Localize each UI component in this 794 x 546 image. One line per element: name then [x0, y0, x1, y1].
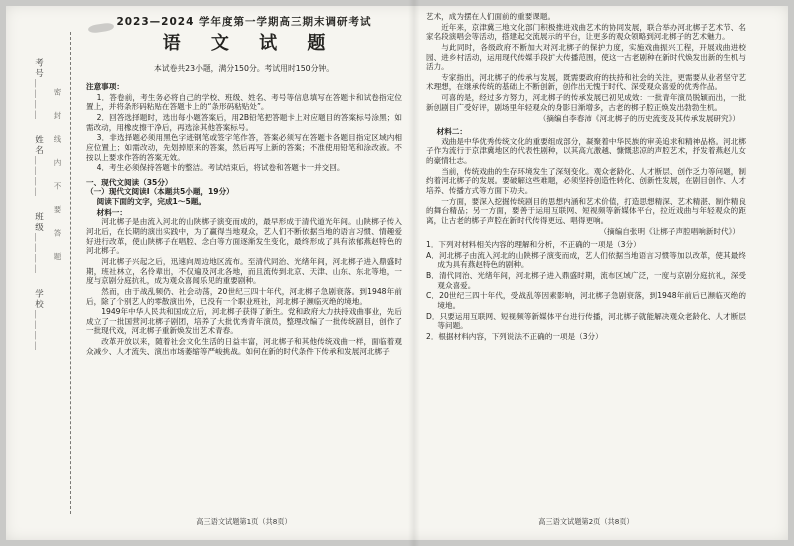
page-1-footer: 高三语文试题第1页（共8页）	[196, 516, 292, 526]
body-paragraph: 河北梆子是由流入河北的山陕梆子演变而成的，最早形成于清代道光年间。山陕梆子传入河北后，在长期的演出实践中，为了赢得当地观众，艺人们不断依据当地的语言习惯、情趣爱好进行改革，使山陕梆子在唱腔、念白等方面逐渐发生变化，最终形成了具有浓郁燕赵特色的河北梆子。	[86, 217, 402, 256]
question-block	[426, 240, 746, 341]
continuation-paragraph: 艺术，成为摆在人们面前的重要课题。	[426, 12, 556, 21]
note-item: 3．非选择题必须用黑色字迹钢笔或签字笔作答，答案必须写在答题卡各题目指定区域内相应位置上；如需改动，先划掉原来的答案，然后再写上新的答案；不准使用铅笔和涂改液。不按以上要求作答的答案无效。	[86, 133, 402, 162]
body-paragraph: 改革开放以来，随着社会文化生活的日益丰富，河北梆子和其他传统戏曲一样，面临着观众减少、人才流失、演出市场萎缩等严峻挑战。如何在新的时代条件下传承和发展河北梆子	[86, 337, 402, 356]
paper-title: 语 文 试 题	[162, 33, 338, 55]
note-item: 1．答卷前，考生务必将自己的学校、班级、姓名、考号等信息填写在答题卡和试卷指定位置上，并将条形码粘贴在答题卡上的“条形码粘贴处”。	[86, 92, 402, 112]
note-item: 4．考生必须保持答题卡的整洁。考试结束后，将试卷和答题卡一并交回。	[96, 163, 345, 173]
material-1-body-continued	[426, 23, 746, 113]
reading-instruction: 阅读下面的文字，完成1～5题。	[96, 197, 206, 207]
question-line: A．河北梆子由流入河北的山陕梆子演变而成，艺人们依据当地语言习惯等加以改革，使其最终成为具有燕赵特色的剧种。	[426, 250, 746, 270]
exam-page-2	[426, 12, 746, 534]
notes-list	[86, 93, 402, 173]
body-paragraph: 河北梆子兴起之后，迅速向周边地区流布。至清代同治、光绪年间，河北梆子进入鼎盛时期，班社林立，名伶辈出，不仅遍及河北各地，而且流传到北京、天津、山东、东北等地，一度与京剧分庭抗礼，成为观众喜闻乐见的重要剧种。	[86, 256, 402, 286]
binding-field: 考号＿＿＿＿	[33, 58, 44, 121]
question-line: B．清代同治、光绪年间，河北梆子进入鼎盛时期，流布区域广泛，一度与京剧分庭抗礼，深受观众喜爱。	[426, 271, 746, 290]
body-paragraph: 一方面，要深入挖掘传统剧目的思想内涵和艺术价值，打造思想精深、艺术精湛、制作精良的舞台精品；另一方面，要善于运用互联网、短视频等新媒体平台，拉近戏曲与年轻观众的距离，让古老的梆子声腔在新时代传得更远、唱得更响。	[426, 196, 746, 225]
body-paragraph: 可喜的是，经过多方努力，河北梆子的传承发展已初见成效：一批青年演员脱颖而出，一批新创剧目广受好评，剧场里年轻观众的身影日渐增多，古老的梆子腔正焕发出勃勃生机。	[426, 93, 746, 112]
material-1-body	[86, 217, 402, 356]
subsection-heading: （一）现代文阅读Ⅰ（本题共5小题，19分）	[86, 187, 234, 197]
question-line: D．只要运用互联网、短视频等新媒体平台进行传播，河北梆子就能解决观众老龄化、人才断层等问题。	[426, 311, 746, 331]
body-paragraph: 戏曲是中华优秀传统文化的重要组成部分，凝聚着中华民族的审美追求和精神品格。河北梆子作为流行于京津冀地区的代表性剧种，以其高亢激越、慷慨悲凉的声腔艺术，抒发着燕赵儿女的豪情壮志。	[426, 136, 746, 165]
binding-dashed-line	[70, 32, 71, 514]
material-2-body	[426, 137, 746, 226]
body-paragraph: 1949年中华人民共和国成立后，河北梆子获得了新生。党和政府大力扶持戏曲事业，先后成立了一批国营河北梆子剧团，培养了大批优秀青年演员，整理改编了一批传统剧目，创作了一批现代戏，河北梆子重新焕发出艺术青春。	[86, 307, 402, 336]
body-paragraph: 与此同时，各级政府不断加大对河北梆子的保护力度，实施戏曲振兴工程，开展戏曲进校园、进乡村活动，运用现代传媒手段扩大传播范围，使这一古老剧种在新时代焕发出新的生机与活力。	[426, 42, 746, 72]
material-1-label: 材料一：	[96, 207, 127, 217]
binding-field: 学校＿＿＿＿	[33, 289, 44, 352]
exam-page-1	[86, 12, 402, 534]
body-paragraph: 近年来，京津冀三地文化部门积极推进戏曲艺术的协同发展，联合举办河北梆子艺术节、名家名段演唱会等活动，搭建起交流展示的平台，让更多的观众领略到河北梆子的艺术魅力。	[426, 22, 746, 42]
body-paragraph: 专家指出，河北梆子的传承与发展，既需要政府的扶持和社会的关注，更需要从业者坚守艺术理想，在继承传统的基础上不断创新，创作出无愧于时代、深受观众喜爱的优秀作品。	[426, 72, 746, 92]
binding-field: 班级＿＿＿＿	[33, 212, 44, 275]
paper-info: 本试卷共23小题，满分150分。考试用时150分钟。	[153, 64, 335, 74]
body-paragraph: 然而，由于战乱频仍、社会动荡，20世纪三四十年代，河北梆子急剧衰落。到1948年前后，除了个别艺人的零散演出外，已没有一个职业班社，河北梆子濒临灭绝的境地。	[86, 286, 402, 306]
notes-heading: 注意事项：	[86, 82, 124, 92]
question-line: C．20世纪三四十年代，受战乱等因素影响，河北梆子急剧衰落，到1948年前后已濒临灭绝的境地。	[426, 291, 746, 310]
question-line: 1．下列对材料相关内容的理解和分析，不正确的一项是（3分）	[426, 240, 641, 250]
binding-field: 姓名＿＿＿＿	[33, 135, 44, 198]
body-paragraph: 当前，传统戏曲的生存环境发生了深刻变化。观众老龄化、人才断层、创作乏力等问题，制约着河北梆子的发展。要破解这些难题，必须坚持创造性转化、创新性发展，在剧目创作、人才培养、传播方式等方面下功夫。	[426, 166, 746, 195]
material-2-label: 材料二：	[436, 127, 467, 137]
exam-session-title: 2023—2024 学年度第一学期高三期末调研考试	[116, 16, 372, 28]
section-heading: 一、现代文阅读（35分）	[86, 177, 173, 187]
material-2-source: （摘编自张明《让梆子声腔唱响新时代》）	[599, 227, 740, 237]
page-fold	[408, 0, 420, 546]
binding-note: 密封线内不要答题	[53, 88, 62, 276]
binding-fields	[34, 58, 43, 488]
note-item: 2．回答选择题时，选出每小题答案后，用2B铅笔把答题卡上对应题目的答案标号涂黑；如需改动，用橡皮擦干净后，再选涂其他答案标号。	[86, 113, 402, 132]
material-1-source: （摘编自李春沛《河北梆子的历史流变及其传承发展研究》）	[538, 114, 740, 124]
page-2-footer: 高三语文试题第2页（共8页）	[538, 516, 634, 526]
binding-strip	[26, 18, 82, 528]
question-line: 2．根据材料内容，下列说法不正确的一项是（3分）	[426, 331, 603, 341]
